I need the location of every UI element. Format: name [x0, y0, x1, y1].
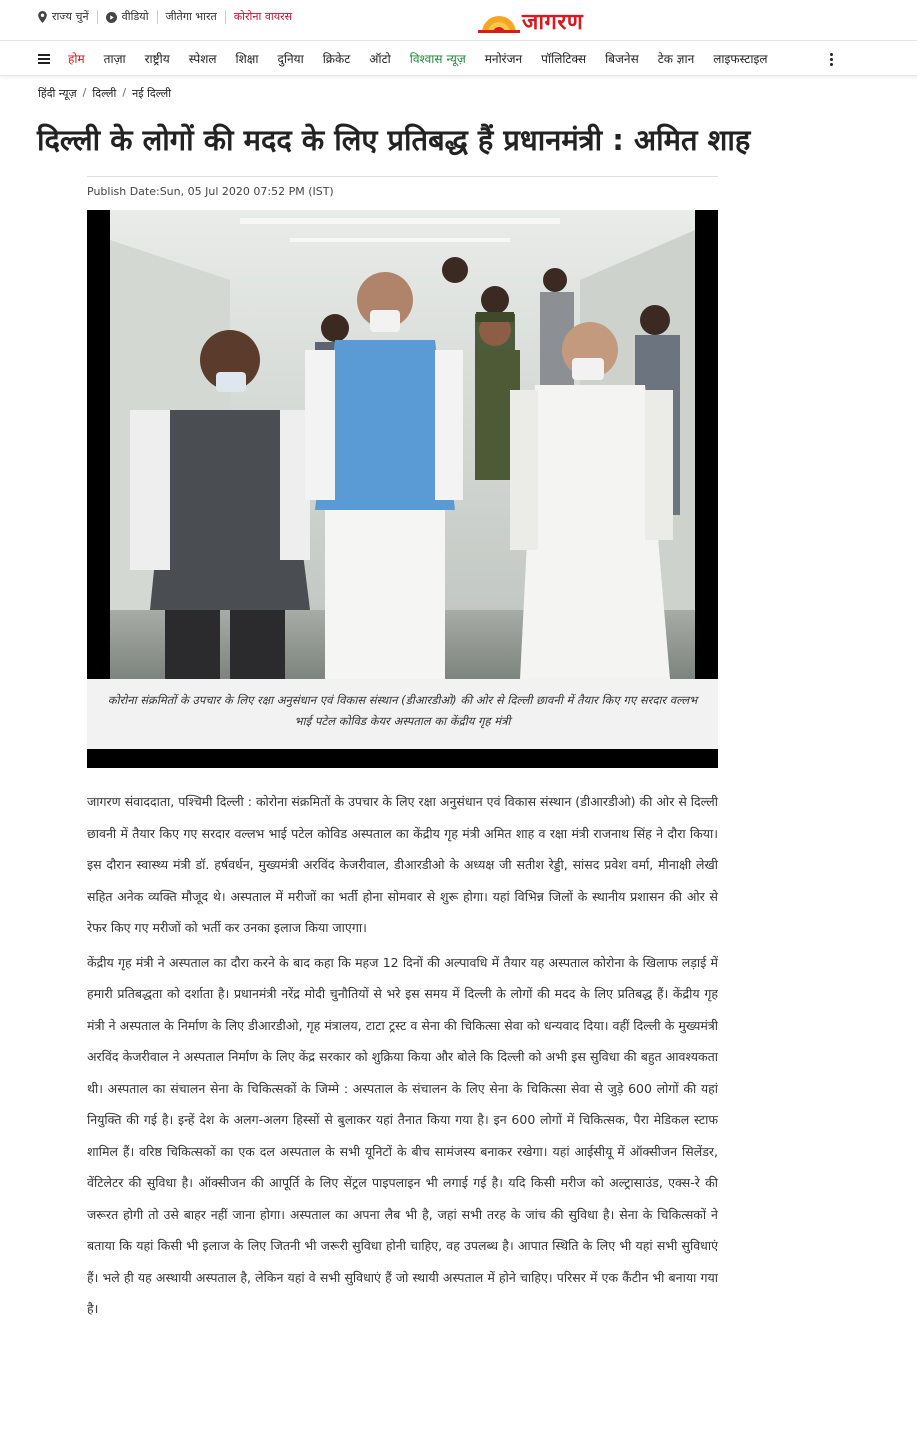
photo-frame: [87, 210, 718, 679]
jeetega-bharat-label: जीतेगा भारत: [165, 10, 217, 23]
nav-item-auto[interactable]: ऑटो: [369, 52, 391, 66]
nav-item-world[interactable]: दुनिया: [277, 52, 304, 66]
breadcrumb-delhi[interactable]: दिल्ली: [92, 87, 117, 100]
article-body: [87, 786, 718, 1328]
article-figure: [87, 210, 718, 768]
location-pin-icon: [38, 11, 47, 23]
jeetega-bharat-link[interactable]: [158, 10, 226, 24]
figure-bottom-strip: [87, 749, 718, 768]
top-links: [38, 10, 300, 24]
jagran-logo[interactable]: [478, 6, 583, 36]
corona-virus-label: कोरोना वायरस: [233, 10, 293, 23]
hospital-visit-photo: [110, 210, 695, 679]
breadcrumb-hindi-news[interactable]: हिंदी न्यूज़: [38, 87, 77, 100]
title-divider: [87, 176, 718, 177]
nav-item-business[interactable]: बिजनेस: [605, 52, 639, 66]
nav-item-politics[interactable]: पॉलिटिक्स: [541, 52, 587, 66]
article-paragraph: केंद्रीय गृह मंत्री ने अस्पताल का दौरा करने के बाद कहा कि महज 12 दिनों की अल्पावधि में तैयार यह अस्पताल कोरोना के खिलाफ लड़ाई में हमारी प्रतिबद्धता को दर्शाता है। प्रधानमंत्री नरेंद्र मोदी चुनौतियों से भरे इस समय में दिल्ली के लोगों की मदद के लिए प्रतिबद्ध हैं। केंद्रीय गृह मंत्री ने अस्पताल के निर्माण के लिए डीआरडीओ, गृह मंत्रालय, टाटा ट्रस्ट व सेना की चिकित्सा सेवा को धन्यवाद दिया। वहीं दिल्ली के मुख्यमंत्री अरविंद केजरीवाल ने अस्पताल निर्माण के लिए केंद्र सरकार को शुक्रिया किया और बोले कि दिल्ली को अभी इस सुविधा की बहुत आवश्यकता थी। अस्पताल का संचालन सेना के चिकित्सकों के जिम्मे : अस्पताल के संचालन के लिए सेना के चिकित्सा सेवा से जुड़े 600 लोगों की यहां नियुक्ति की गई है। इन्हें देश के अलग-अलग हिस्सों से बुलाकर यहां तैनात किया गया है। इन 600 लोगों में चिकित्सक, पैरा मेडिकल स्टाफ शामिल हैं। वरिष्ठ चिकित्सकों का एक दल अस्पताल के सभी यूनिटों के बीच सामंजस्य बनाकर रखेगा। यहां आईसीयू में ऑक्सीजन सिलेंडर, वेंटिलेटर की सुविधा है। ऑक्सीजन की आपूर्ति के लिए सेंट्रल पाइपलाइन भी लगाई गई है। यदि किसी मरीज को अल्ट्रासाउंड, एक्स-रे की जरूरत होगी तो उसे बाहर नहीं जाना होगा। अस्पताल का अपना लैब भी है, जहां सभी तरह के जांच की सुविधा है। सेना के चिकित्सकों ने बताया कि यहां किसी भी इलाज के लिए जितनी भी जरूरी सुविधा होनी चाहिए, वह उपलब्ध है। आपात स्थिति के लिए भी यहां सभी सुविधाएं हैं। भले ही यह अस्थायी अस्पताल है, लेकिन यहां वे सभी सुविधाएं हैं जो स्थायी अस्पताल में होने चाहिए। परिसर में एक कैंटीन भी बनाया गया है।: [87, 954, 718, 1316]
photo-caption: कोरोना संक्रमितों के उपचार के लिए रक्षा अनुसंधान एवं विकास संस्थान (डीआरडीओ) की ओर से दिल्ली छावनी में तैयार किए गए सरदार वल्लभ भाई पटेल कोविड केयर अस्पताल का केंद्रीय गृह मंत्री: [107, 693, 698, 728]
breadcrumb-separator: /: [122, 86, 127, 99]
breadcrumb-new-delhi[interactable]: नई दिल्ली: [132, 87, 172, 100]
article-photo: [110, 210, 695, 679]
nav-item-special[interactable]: स्पेशल: [188, 52, 217, 66]
nav-item-latest[interactable]: ताज़ा: [103, 52, 126, 66]
breadcrumb-separator: /: [82, 86, 87, 99]
select-state-label: राज्य चुनें: [52, 10, 89, 23]
article-title: दिल्ली के लोगों की मदद के लिए प्रतिबद्ध हैं प्रधानमंत्री : अमित शाह: [37, 123, 751, 157]
nav-item-tech[interactable]: टेक ज्ञान: [657, 52, 695, 66]
corona-virus-link[interactable]: [226, 10, 300, 24]
top-utility-bar: [0, 0, 917, 40]
breadcrumb: [38, 86, 171, 101]
nav-item-national[interactable]: राष्ट्रीय: [144, 52, 170, 66]
publish-date: Publish Date:Sun, 05 Jul 2020 07:52 PM (IST): [87, 185, 334, 198]
more-options-icon[interactable]: [830, 53, 834, 67]
logo-text: जागरण: [522, 10, 584, 35]
video-label: वीडियो: [121, 10, 149, 23]
play-circle-icon: [106, 12, 117, 23]
nav-items: [68, 50, 787, 67]
select-state-link[interactable]: [38, 10, 98, 24]
hamburger-menu-icon[interactable]: [38, 54, 50, 64]
nav-item-cricket[interactable]: क्रिकेट: [322, 52, 351, 66]
nav-item-home[interactable]: होम: [68, 52, 85, 66]
article-paragraph: जागरण संवाददाता, पश्चिमी दिल्ली : कोरोना संक्रमितों के उपचार के लिए रक्षा अनुसंधान एवं विकास संस्थान (डीआरडीओ) की ओर से दिल्ली छावनी में तैयार किए गए सरदार वल्लभ भाई पटेल कोविड अस्पताल का केंद्रीय गृह मंत्री अमित शाह व रक्षा मंत्री राजनाथ सिंह ने दौरा किया। इस दौरान स्वास्थ्य मंत्री डॉ. हर्षवर्धन, मुख्यमंत्री अरविंद केजरीवाल, डीआरडीओ के अध्यक्ष जी सतीश रेड्डी, सांसद प्रवेश वर्मा, मीनाक्षी लेखी सहित अनेक व्यक्ति मौजूद थे। अस्पताल में मरीजों का भर्ती होना सोमवार से शुरू होगा। यहां विभिन्न जिलों के स्थानीय प्रशासन की ओर से रेफर किए गए मरीजों को भर्ती कर उनका इलाज किया जाएगा।: [87, 794, 718, 935]
nav-item-education[interactable]: शिक्षा: [235, 52, 259, 66]
nav-item-lifestyle[interactable]: लाइफस्टाइल: [713, 52, 768, 66]
nav-item-entertainment[interactable]: मनोरंजन: [484, 52, 523, 66]
nav-item-vishvas-news[interactable]: विश्वास न्यूज़: [409, 52, 466, 66]
video-link[interactable]: [98, 10, 158, 24]
sun-logo-icon: [478, 9, 520, 33]
main-navigation: [0, 40, 917, 76]
